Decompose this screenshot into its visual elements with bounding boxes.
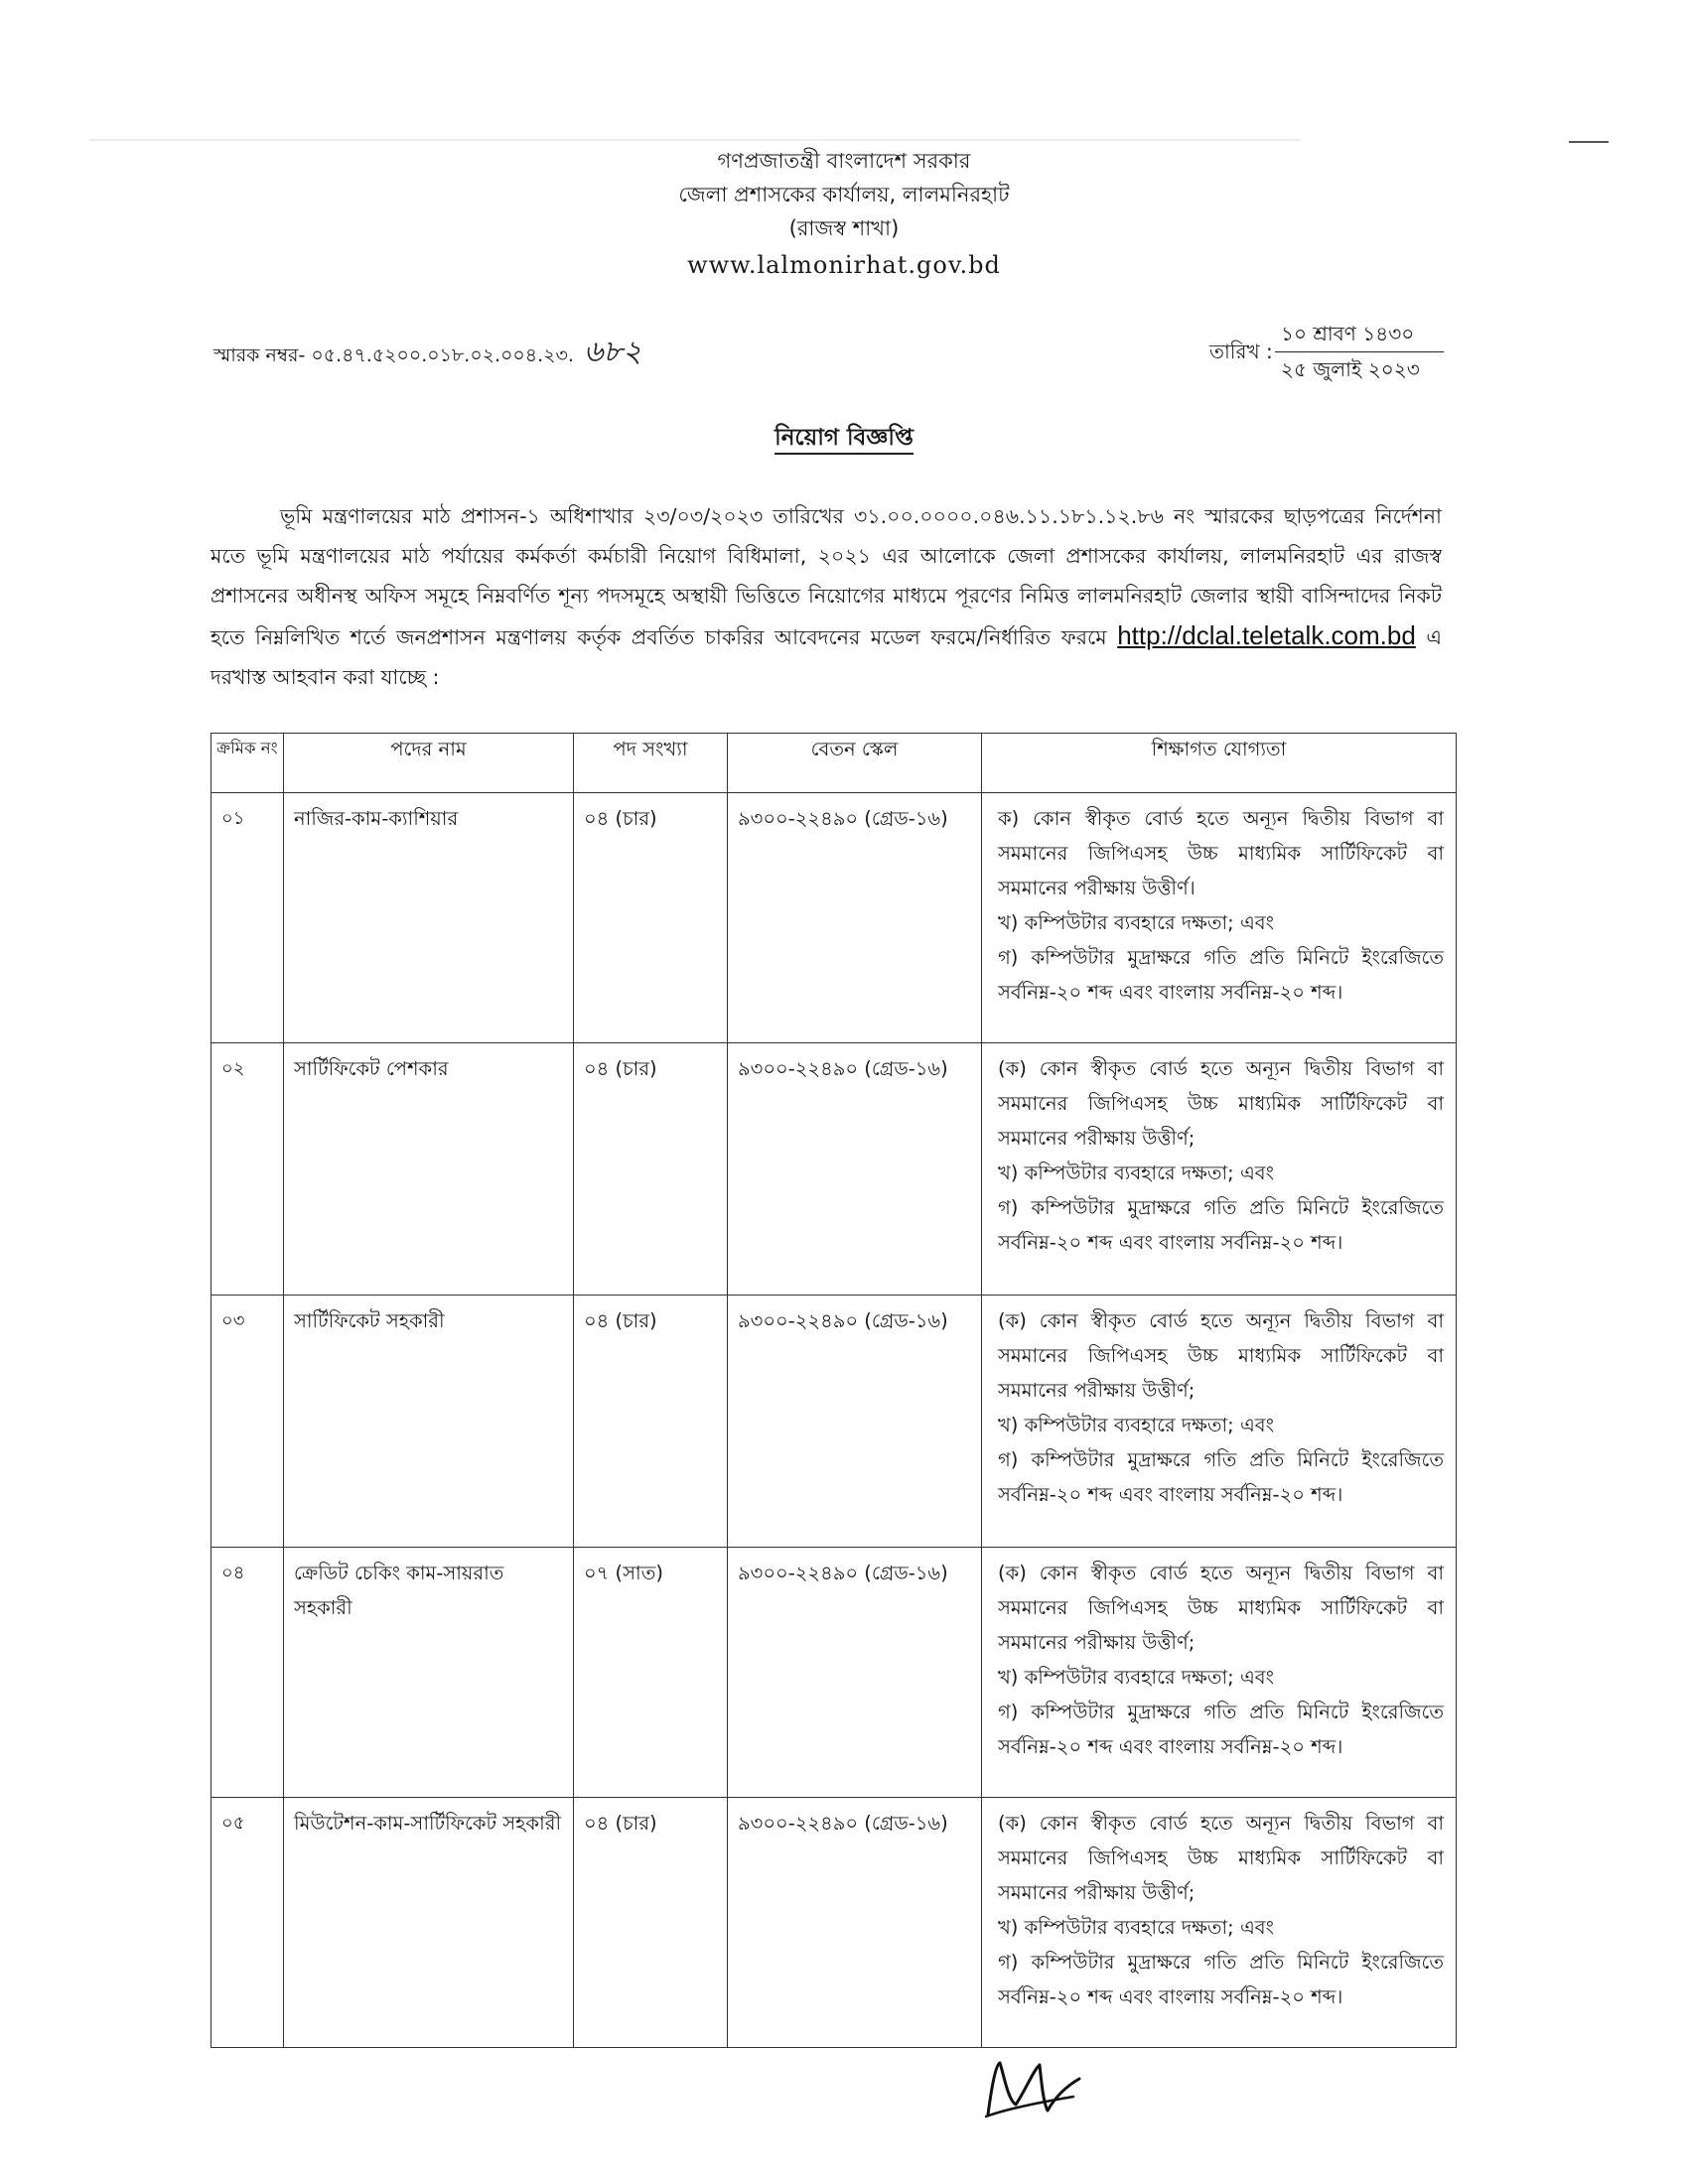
qualification-item: খ) কম্পিউটার ব্যবহারে দক্ষতা; এবং [998, 1161, 1275, 1184]
row-pay-scale: ৯৩০০-২২৪৯০ (গ্রেড-১৬) [728, 1296, 982, 1548]
table-header-row [211, 734, 1457, 793]
row-pay-scale: ৯৩০০-২২৪৯০ (গ্রেড-১৬) [728, 793, 982, 1043]
table-row [211, 1548, 1457, 1798]
qualification-item: (ক) কোন স্বীকৃত বোর্ড হতে অন্যূন দ্বিতীয় বিভাগ বা সমমানের জিপিএসহ উচ্চ মাধ্যমিক সার্টিফিকেট বা সমমানের পরীক্ষায় উত্তীর্ণ; [998, 1562, 1444, 1654]
qualification-item: গ) কম্পিউটার মুদ্রাক্ষরে গতি প্রতি মিনিটে ইংরেজিতে সর্বনিম্ন-২০ শব্দ এবং বাংলায় সর্বনিম্ন-২০ শব্দ। [998, 946, 1444, 1004]
qualification-item: (ক) কোন স্বীকৃত বোর্ড হতে অন্যূন দ্বিতীয় বিভাগ বা সমমানের জিপিএসহ উচ্চ মাধ্যমিক সার্টিফিকেট বা সমমানের পরীক্ষায় উত্তীর্ণ; [998, 1309, 1444, 1402]
header-post-name: পদের নাম [284, 734, 574, 793]
qualification-item: খ) কম্পিউটার ব্যবহারে দক্ষতা; এবং [998, 1414, 1275, 1436]
row-post-count: ০৪ (চার) [574, 793, 728, 1043]
row-serial: ০২ [211, 1043, 284, 1296]
date-divider [1275, 351, 1444, 352]
header-post-count: পদ সংখ্যা [574, 734, 728, 793]
header-pay-scale: বেতন স্কেল [728, 734, 982, 793]
qualification-item: গ) কম্পিউটার মুদ্রাক্ষরে গতি প্রতি মিনিটে ইংরেজিতে সর্বনিম্ন-২০ শব্দ এবং বাংলায় সর্বনিম্ন-২০ শব্দ। [998, 1951, 1444, 2008]
intro-text: ভূমি মন্ত্রণালয়ের মাঠ প্রশাসন-১ অধিশাখার ২৩/০৩/২০২৩ তারিখের ৩১.০০.০০০০.০৪৬.১১.১৮১.১২.৮৬ নং স্মারকের ছাড়পত্রের নির্দেশনা মতে ভূমি মন্ত্রণালয়ের মাঠ পর্যায়ের কর্মকর্তা কর্মচারী নিয়োগ বিধিমালা, ২০২১ এর আলোকে জেলা প্রশাসকের কার্যালয়, লালমনিরহাট এর রাজস্ব প্রশাসনের অধীনস্থ অফিস সমূহে নিম্নবর্ণিত শূন্য পদসমূহে অস্থায়ী ভিত্তিতে নিয়োগের মাধ্যমে পূরণের নিমিত্ত লালমনিরহাট জেলার স্থায়ী বাসিন্দাদের নিকট হতে নিম্নলিখিত শর্তে জনপ্রশাসন মন্ত্রণালয় কর্তৃক প্রবর্তিত চাকরির আবেদনের মডেল ফরমে/নির্ধারিত ফরমে [211, 504, 1442, 649]
signature-initial [978, 2045, 1087, 2134]
table-row [211, 1043, 1457, 1296]
row-post-count: ০৪ (চার) [574, 1043, 728, 1296]
row-pay-scale: ৯৩০০-২২৪৯০ (গ্রেড-১৬) [728, 1798, 982, 2048]
row-serial: ০৪ [211, 1548, 284, 1798]
website-url[interactable]: www.lalmonirhat.gov.bd [687, 251, 1001, 279]
row-post-count: ০৭ (সাত) [574, 1548, 728, 1798]
qualification-item: গ) কম্পিউটার মুদ্রাক্ষরে গতি প্রতি মিনিটে ইংরেজিতে সর্বনিম্ন-২০ শব্দ এবং বাংলায় সর্বনিম্ন-২০ শব্দ। [998, 1448, 1444, 1506]
row-post-name: নাজির-কাম-ক্যাশিয়ার [284, 793, 574, 1043]
row-qualification [982, 1798, 1457, 2048]
qualification-item: (ক) কোন স্বীকৃত বোর্ড হতে অন্যূন দ্বিতীয় বিভাগ বা সমমানের জিপিএসহ উচ্চ মাধ্যমিক সার্টিফিকেট বা সমমানের পরীক্ষায় উত্তীর্ণ; [998, 1812, 1444, 1904]
table-row [211, 1798, 1457, 2048]
row-serial: ০১ [211, 793, 284, 1043]
table-row [211, 793, 1457, 1043]
vacancy-table [211, 733, 1457, 2048]
qualification-item: খ) কম্পিউটার ব্যবহারে দক্ষতা; এবং [998, 1916, 1275, 1939]
branch-name: (রাজস্ব শাখা) [788, 216, 900, 240]
row-serial: ০৫ [211, 1798, 284, 2048]
application-url-link[interactable]: http://dclal.teletalk.com.bd [1117, 620, 1416, 650]
qualification-item: খ) কম্পিউটার ব্যবহারে দক্ষতা; এবং [998, 1666, 1275, 1689]
intro-paragraph [211, 496, 1442, 697]
scan-artifact-line [89, 139, 1301, 141]
memo-number-text: স্মারক নম্বর- ০৫.৪৭.৫২০০.০১৮.০২.০০৪.২৩. [213, 344, 574, 366]
row-post-name: ক্রেডিট চেকিং কাম-সায়রাত সহকারী [284, 1548, 574, 1798]
row-pay-scale: ৯৩০০-২২৪৯০ (গ্রেড-১৬) [728, 1548, 982, 1798]
qualification-item: ক) কোন স্বীকৃত বোর্ড হতে অন্যূন দ্বিতীয় বিভাগ বা সমমানের জিপিএসহ উচ্চ মাধ্যমিক সার্টিফিকেট বা সমমানের পরীক্ষায় উত্তীর্ণ। [998, 807, 1444, 899]
page-edge-mark [1569, 141, 1609, 143]
row-post-name: সার্টিফিকেট সহকারী [284, 1296, 574, 1548]
qualification-item: গ) কম্পিউটার মুদ্রাক্ষরে গতি প্রতি মিনিটে ইংরেজিতে সর্বনিম্ন-২০ শব্দ এবং বাংলায় সর্বনিম্ন-২০ শব্দ। [998, 1701, 1444, 1758]
row-qualification [982, 1043, 1457, 1296]
header-serial: ক্রমিক নং [211, 734, 284, 793]
date-block [1209, 316, 1448, 395]
qualification-item: (ক) কোন স্বীকৃত বোর্ড হতে অন্যূন দ্বিতীয় বিভাগ বা সমমানের জিপিএসহ উচ্চ মাধ্যমিক সার্টিফিকেট বা সমমানের পরীক্ষায় উত্তীর্ণ; [998, 1057, 1444, 1150]
date-label: তারিখ : [1209, 340, 1273, 363]
row-pay-scale: ৯৩০০-২২৪৯০ (গ্রেড-১৬) [728, 1043, 982, 1296]
row-post-name: মিউটেশন-কাম-সার্টিফিকেট সহকারী [284, 1798, 574, 2048]
row-post-count: ০৪ (চার) [574, 1798, 728, 2048]
row-qualification [982, 793, 1457, 1043]
qualification-item: খ) কম্পিউটার ব্যবহারে দক্ষতা; এবং [998, 911, 1275, 934]
office-name: জেলা প্রশাসকের কার্যালয়, লালমনিরহাট [678, 183, 1010, 206]
row-post-name: সার্টিফিকেট পেশকার [284, 1043, 574, 1296]
date-english: ২৫ জুলাই ২০২৩ [1281, 357, 1420, 381]
qualification-item: গ) কম্পিউটার মুদ্রাক্ষরে গতি প্রতি মিনিটে ইংরেজিতে সর্বনিম্ন-২০ শব্দ এবং বাংলায় সর্বনিম্ন-২০ শব্দ। [998, 1196, 1444, 1254]
government-name: গণপ্রজাতন্ত্রী বাংলাদেশ সরকার [717, 149, 971, 173]
table-row [211, 1296, 1457, 1548]
letterhead [0, 144, 1688, 285]
header-qualification: শিক্ষাগত যোগ্যতা [982, 734, 1457, 793]
memo-number [213, 328, 641, 378]
row-qualification [982, 1548, 1457, 1798]
memo-handwritten-number: ৬৮২ [583, 335, 642, 369]
row-post-count: ০৪ (চার) [574, 1296, 728, 1548]
notice-title-block [0, 419, 1688, 458]
date-bangla: ১০ শ্রাবণ ১৪৩০ [1281, 322, 1415, 345]
intro-suffix: এ দরখাস্ত আহবান করা যাচ্ছে : [211, 625, 1442, 689]
row-serial: ০৩ [211, 1296, 284, 1548]
notice-title: নিয়োগ বিজ্ঞপ্তি [774, 425, 914, 455]
row-qualification [982, 1296, 1457, 1548]
